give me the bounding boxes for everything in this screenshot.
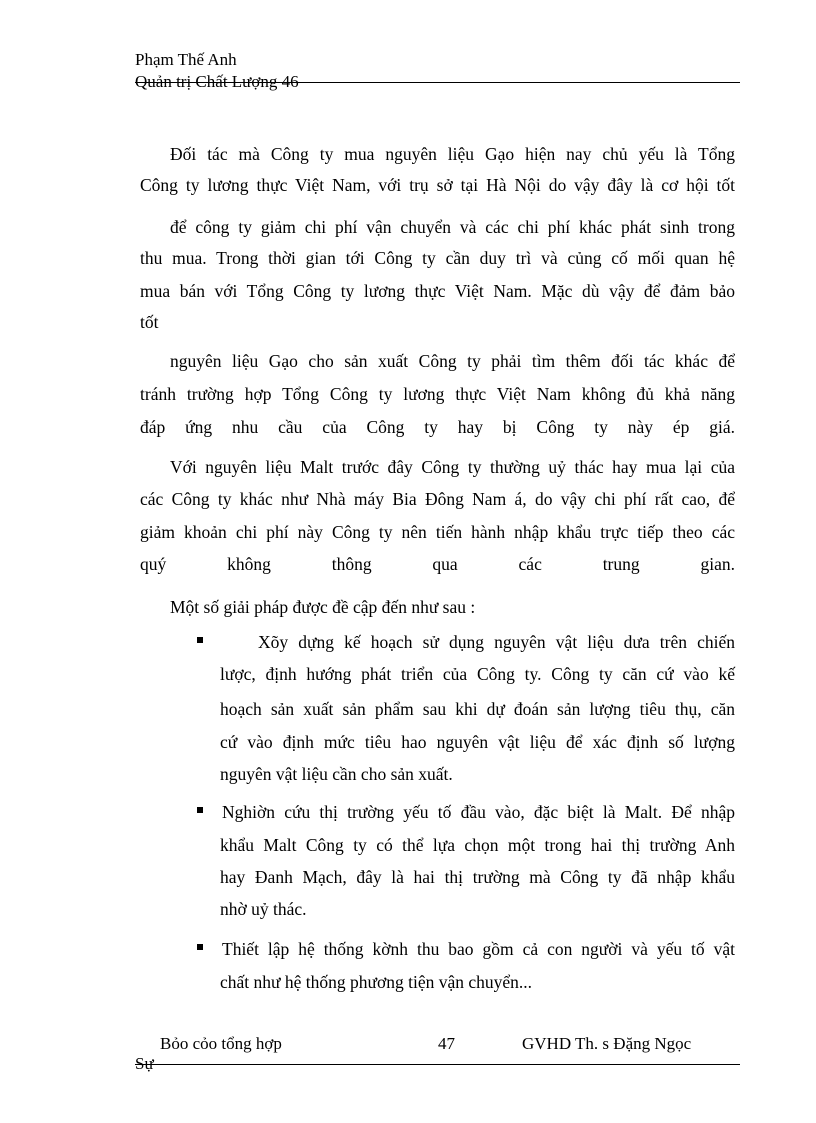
body-line: các Công ty khác như Nhà máy Bia Đông Nam á, do vậy chi phí rất cao, để [140, 489, 735, 509]
body-line: tránh trường hợp Tổng Công ty lương thực Việt Nam không đủ khả năng [140, 384, 735, 404]
bullet-line: Xõy dựng kế hoạch sử dụng nguyên vật liệu dưa trên chiến [258, 632, 735, 652]
body-line: Đối tác mà Công ty mua nguyên liệu Gạo hiện nay chủ yếu là Tổng [170, 144, 735, 164]
footer-page-number: 47 [438, 1034, 455, 1053]
body-line: thu mua. Trong thời gian tới Công ty cần duy trì và củng cố mối quan hệ [140, 248, 735, 268]
bullet-line: lược, định hướng phát triển của Công ty. Công ty căn cứ vào kế [220, 664, 735, 684]
bullet-line: nhờ uỷ thác. [220, 899, 307, 919]
body-line: quý không thông qua các trung gian. [140, 554, 735, 574]
body-line: tốt [140, 312, 159, 332]
body-line: để công ty giảm chi phí vận chuyển và các chi phí khác phát sinh trong [170, 217, 735, 237]
header-course: Quản trị Chất Lượng 46 [135, 72, 299, 91]
body-line: giảm khoản chi phí này Công ty nên tiến hành nhập khẩu trực tiếp theo các [140, 522, 735, 542]
body-line: đáp ứng nhu cầu của Công ty hay bị Công ty này ép giá. [140, 417, 735, 437]
intro-line: Một số giải pháp được đề cập đến như sau : [170, 597, 476, 617]
body-line: Với nguyên liệu Malt trước đây Công ty thường uỷ thác hay mua lại của [170, 457, 735, 477]
body-line: nguyên liệu Gạo cho sản xuất Công ty phải tìm thêm đối tác khác để [170, 351, 735, 371]
footer-rule [135, 1064, 740, 1065]
bullet-line: hoạch sản xuất sản phẩm sau khi dự đoán sản lượng tiêu thụ, căn [220, 699, 735, 719]
bullet-line: cứ vào định mức tiêu hao nguyên vật liệu để xác định số lượng [220, 732, 735, 752]
bullet-marker [197, 807, 203, 813]
bullet-line: chất như hệ thống phương tiện vận chuyển... [220, 972, 533, 992]
bullet-line: Thiết lập hệ thống kờnh thu bao gồm cả con người và yếu tố vật [222, 939, 735, 959]
footer-advisor-cont: Sự [135, 1054, 154, 1073]
bullet-line: Nghiờn cứu thị trường yếu tố đầu vào, đặc biệt là Malt. Để nhập [222, 802, 735, 822]
footer-advisor: GVHD Th. s Đặng Ngọc [522, 1034, 692, 1053]
header-rule [135, 82, 740, 83]
bullet-line: nguyên vật liệu cần cho sản xuất. [220, 764, 453, 784]
bullet-line: hay Đanh Mạch, đây là hai thị trường mà Công ty đã nhập khẩu [220, 867, 735, 887]
body-line: Công ty lương thực Việt Nam, với trụ sở tại Hà Nội do vậy đây là cơ hội tốt [140, 175, 735, 195]
body-line: mua bán với Tổng Công ty lương thực Việt Nam. Mặc dù vậy để đảm bảo [140, 281, 735, 301]
header-author: Phạm Thế Anh [135, 50, 237, 69]
footer-report-title: Bỏo cỏo tổng hợp [160, 1034, 282, 1053]
bullet-marker [197, 944, 203, 950]
bullet-marker [197, 637, 203, 643]
bullet-line: khẩu Malt Công ty có thể lựa chọn một trong hai thị trường Anh [220, 835, 735, 855]
